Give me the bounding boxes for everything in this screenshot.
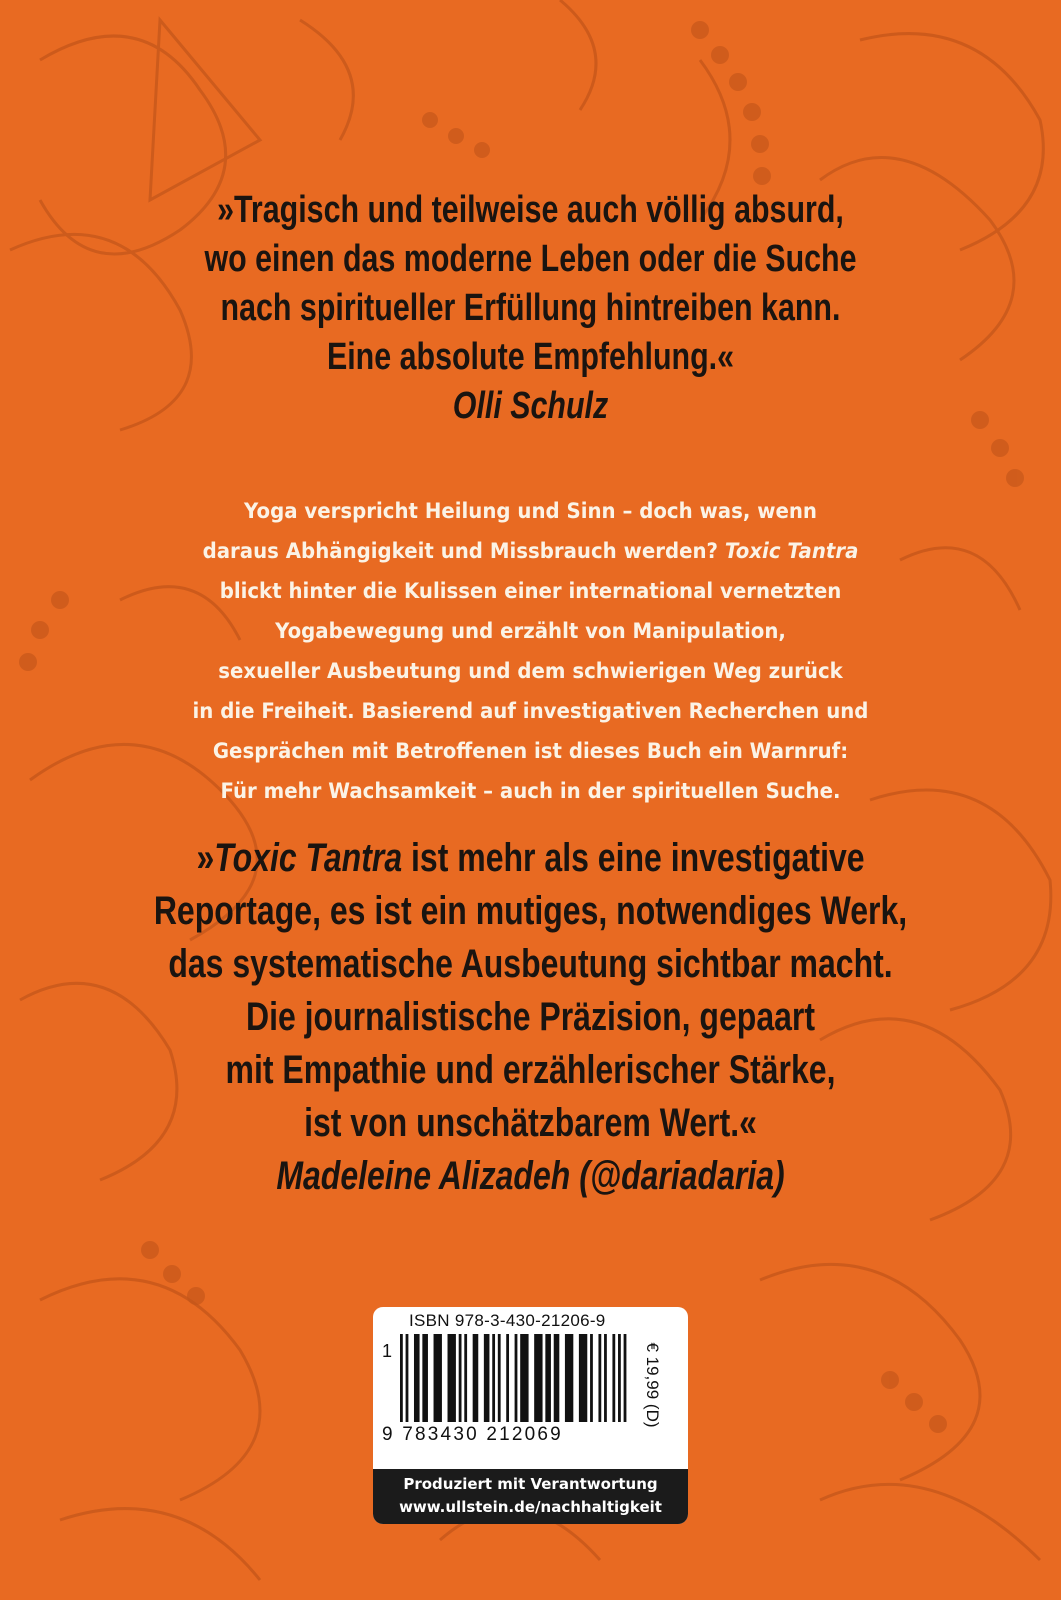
blurb-line: Yogabewegung und erzählt von Manipulation, bbox=[275, 619, 786, 643]
quote-line: wo einen das moderne Leben oder die Suche bbox=[204, 238, 857, 280]
barcode-bar bbox=[498, 1334, 501, 1422]
barcode-bar bbox=[406, 1334, 409, 1422]
blurb-line: in die Freiheit. Basierend auf investigativen Recherchen und bbox=[192, 699, 869, 723]
barcode-bar bbox=[565, 1334, 573, 1422]
price-label: € 19,99 (D) bbox=[643, 1342, 662, 1428]
barcode-digits: 9 783430 212069 bbox=[382, 1424, 563, 1445]
barcode-bar bbox=[579, 1334, 587, 1422]
quote-line: ist von unschätzbarem Wert.« bbox=[304, 1101, 757, 1145]
blurb-line: blickt hinter die Kulissen einer international vernetzten bbox=[219, 579, 842, 603]
quote-open-mark: » bbox=[196, 836, 215, 880]
barcode-bar bbox=[422, 1334, 428, 1422]
barcode-bar bbox=[604, 1334, 607, 1422]
barcode-bar bbox=[515, 1334, 518, 1422]
bottom-review-quote bbox=[106, 832, 955, 1203]
barcode-bar bbox=[484, 1334, 490, 1422]
quote-author: Madeleine Alizadeh (@dariadaria) bbox=[276, 1154, 785, 1198]
barcode-bar bbox=[598, 1334, 601, 1422]
quote-line-text: ist mehr als eine investigative bbox=[402, 836, 865, 880]
quote-line: das systematische Ausbeutung sichtbar macht. bbox=[168, 942, 893, 986]
blurb-line: Gesprächen mit Betroffenen ist dieses Buch ein Warnruf: bbox=[212, 739, 849, 763]
sustainability-note bbox=[373, 1469, 688, 1524]
book-title-italic: Toxic Tantra bbox=[724, 539, 859, 563]
barcode-bar bbox=[590, 1334, 593, 1422]
blurb-line bbox=[32, 531, 1029, 571]
barcode-bar bbox=[534, 1334, 542, 1422]
isbn-text: ISBN 978-3-430-21206-9 bbox=[409, 1311, 606, 1330]
barcode-label bbox=[373, 1307, 688, 1524]
barcode-bar bbox=[434, 1334, 442, 1422]
quote-line: Eine absolute Empfehlung.« bbox=[326, 336, 735, 378]
barcode-bar bbox=[400, 1334, 403, 1422]
barcode-bar bbox=[459, 1334, 462, 1422]
quote-line bbox=[106, 832, 955, 885]
quote-author: Olli Schulz bbox=[452, 385, 609, 427]
ean-barcode bbox=[400, 1334, 632, 1426]
quote-line: nach spiritueller Erfüllung hintreiben kann. bbox=[220, 287, 841, 329]
barcode-prefix-digit: 1 bbox=[382, 1341, 393, 1361]
book-description bbox=[32, 491, 1029, 811]
barcode-bar bbox=[612, 1334, 615, 1422]
blurb-line: Yoga verspricht Heilung und Sinn – doch was, wenn bbox=[244, 499, 817, 523]
quote-line: »Tragisch und teilweise auch völlig absurd, bbox=[217, 189, 844, 231]
blurb-line: sexueller Ausbeutung und dem schwierigen Weg zurück bbox=[218, 659, 843, 683]
barcode-bar bbox=[414, 1334, 420, 1422]
blurb-line: Für mehr Wachsamkeit – auch in der spirituellen Suche. bbox=[220, 779, 841, 803]
book-title-italic: Toxic Tantra bbox=[214, 836, 403, 880]
barcode-bar bbox=[624, 1334, 627, 1422]
barcode-bar bbox=[473, 1334, 479, 1422]
blurb-line-text: daraus Abhängigkeit und Missbrauch werden? bbox=[202, 539, 725, 563]
top-review-quote bbox=[106, 186, 955, 431]
barcode-bar bbox=[492, 1334, 495, 1422]
barcode-bar bbox=[464, 1334, 467, 1422]
sustainability-url: www.ullstein.de/nachhaltigkeit bbox=[399, 1498, 662, 1516]
sustainability-line: Produziert mit Verantwortung bbox=[403, 1475, 658, 1493]
barcode-bar bbox=[618, 1334, 621, 1422]
barcode-bar bbox=[448, 1334, 456, 1422]
quote-line: mit Empathie und erzählerischer Stärke, bbox=[225, 1048, 836, 1092]
barcode-bar bbox=[554, 1334, 560, 1422]
barcode-bar bbox=[506, 1334, 509, 1422]
barcode-bar bbox=[545, 1334, 551, 1422]
quote-line: Reportage, es ist ein mutiges, notwendiges Werk, bbox=[153, 889, 908, 933]
quote-line: Die journalistische Präzision, gepaart bbox=[245, 995, 816, 1039]
barcode-bar bbox=[520, 1334, 528, 1422]
